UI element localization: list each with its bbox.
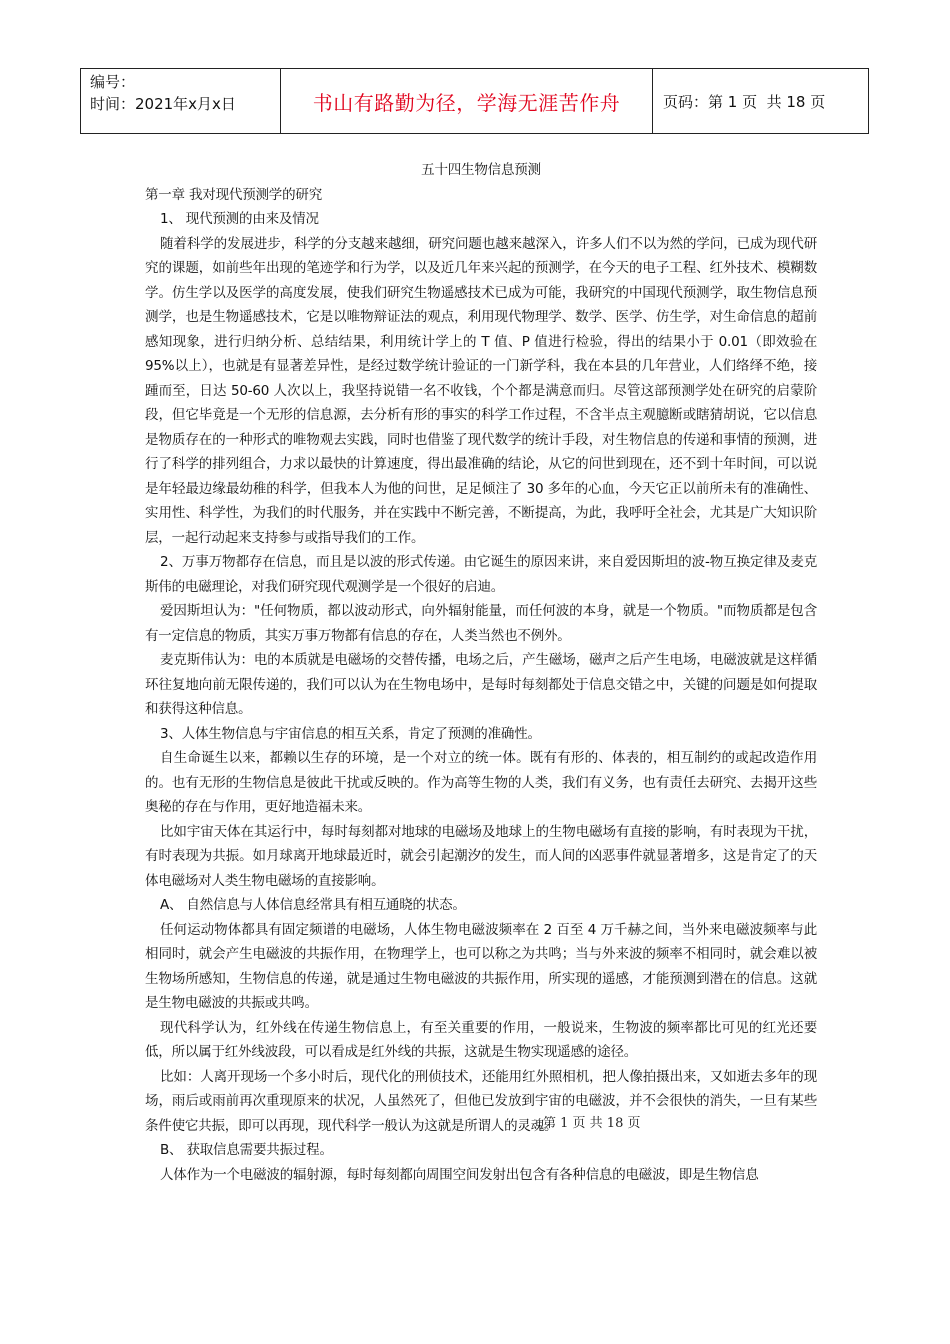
paragraph: 任何运动物体都具有固定频谱的电磁场，人体生物电磁波频率在 2 百至 4 万千赫之间，当外来电磁波频率与此相同时，就会产生电磁波的共振作用，在物理学上，也可以称之为共鸣；当与外来波的频率不相同时，就会难以被生物场所感知，生物信息的传递，就是通过生物电磁波的共振作用，所实现的遥感，才能预测到潜在的信息。这就是生物电磁波的共振或共鸣。 bbox=[145, 921, 817, 1011]
paragraph: 人体作为一个电磁波的辐射源，每时每刻都向周围空间发射出包含有各种信息的电磁波，即是生物信息 bbox=[160, 1166, 759, 1183]
header-meta-cell bbox=[81, 69, 281, 133]
paragraph: 麦克斯伟认为：电的本质就是电磁场的交替传播，电场之后，产生磁场，磁声之后产生电场，电磁波就是这样循环往复地向前无限传递的，我们可以认为在生物电场中，是每时每刻都处于信息交错之中，关键的问题是如何提取和获得这种信息。 bbox=[145, 652, 817, 717]
paragraph: 比如：人离开现场一个多小时后，现代化的刑侦技术，还能用红外照相机，把人像拍摄出来，又如逝去多年的现场，雨后或雨前再次重现原来的状况，人虽然死了，但他已发放到宇宙的电磁波，并不会很快的消失，一旦有某些条件使它共振，即可以再现，现代科学一般认为这就是所谓人的灵魂。 bbox=[145, 1068, 817, 1134]
subsection-heading-b: B、 获取信息需要共振过程。 bbox=[160, 1142, 333, 1158]
subsection-heading-a: A、 自然信息与人体信息经常具有相互通晓的状态。 bbox=[160, 897, 466, 913]
motto-text: 书山有路勤为径，学海无涯苦作舟 bbox=[312, 90, 621, 115]
page-footer: 第 1 页 共 18 页 bbox=[543, 1116, 641, 1131]
document-date: 时间：2021年x月x日 bbox=[90, 95, 236, 113]
paragraph: 现代科学认为，红外线在传递生物信息上，有至关重要的作用，一般说来，生物波的频率都比可见的红光还要低，所以属于红外线波段，可以看成是红外线的共振，这就是生物实现遥感的途径。 bbox=[145, 1019, 817, 1060]
paragraph: 爱因斯坦认为："任何物质，都以波动形式，向外辐射能量，而任何波的本身，就是一个物质。"而物质都是包含有一定信息的物质，其实万事万物都有信息的存在，人类当然也不例外。 bbox=[145, 603, 817, 644]
section-heading-1: 1、 现代预测的由来及情况 bbox=[160, 211, 319, 227]
paragraph: 比如宇宙天体在其运行中，每时每刻都对地球的电磁场及地球上的生物电磁场有直接的影响，有时表现为干扰，有时表现为共振。如月球离开地球最近时，就会引起潮汐的发生，而人间的凶恶事件就显著增多，这是肯定了的天体电磁场对人类生物电磁场的直接影响。 bbox=[145, 823, 817, 889]
paragraph: 自生命诞生以来，都赖以生存的环境，是一个对立的统一体。既有有形的、体表的，相互制约的或起改造作用的。也有无形的生物信息是彼此干扰或反映的。作为高等生物的人类，我们有义务，也有责任去研究、去揭开这些奥秘的存在与作用，更好地造福未来。 bbox=[145, 750, 817, 815]
document-body bbox=[145, 158, 817, 1187]
paragraph: 3、人体生物信息与宇宙信息的相互关系，肯定了预测的准确性。 bbox=[160, 725, 541, 742]
chapter-heading: 第一章 我对现代预测学的研究 bbox=[145, 186, 322, 203]
paragraph: 随着科学的发展进步，科学的分支越来越细，研究问题也越来越深入，许多人们不以为然的学问，已成为现代研究的课题，如前些年出现的笔迹学和行为学，以及近几年来兴起的预测学，在今天的电子工程、红外技术、模糊数学。仿生学以及医学的高度发展，使我们研究生物遥感技术已成为可能，我研究的中国现代预测学，取生物信息预测学，也是生物遥感技术，它是以唯物辩证法的观点，利用现代物理学、数学、医学、仿生学，对生命信息的超前感知现象，进行归纳分析、总结结果，利用统计学上的 T 值、P 值进行检验，得出的结果小于 0.01（即效验在 95%以上），也就是有显著差异性，是经过数学统计验证的一门新学科，我在本县的几年营业，人们络绎不绝，接踵而至，日达 50-60 人次以上，我坚持说错一名不收钱，个个都是满意而归。尽管这部预测学处在研究的启蒙阶段，但它毕竟是一个无形的信息源，去分析有形的事实的科学工作过程，不含半点主观臆断或瞎猜胡说，它以信息是物质存在的一种形式的唯物观去实践，同时也借鉴了现代数学的统计手段，对生物信息的传递和事情的预测，进行了科学的排列组合，力求以最快的计算速度，得出最准确的结论，从它的问世到现在，还不到十年时间，可以说是年轻最边缘最幼稚的科学，但我本人为他的问世，足足倾注了 30 多年的心血，今天它正以前所未有的准确性、实用性、科学性，为我们的时代服务，并在实践中不断完善，不断提高，为此，我呼吁全社会，尤其是广大知识阶层，一起行动起来支持参与或指导我们的工作。 bbox=[145, 235, 817, 546]
paragraph: 2、万事万物都存在信息，而且是以波的形式传递。由它诞生的原因来讲，来自爱因斯坦的波-物互换定律及麦克斯伟的电磁理论，对我们研究现代观测学是一个很好的启迪。 bbox=[145, 554, 817, 595]
page-header bbox=[80, 68, 869, 134]
header-page-cell bbox=[653, 69, 868, 133]
document-title: 五十四生物信息预测 bbox=[421, 162, 541, 178]
header-motto-cell bbox=[281, 69, 653, 133]
page-info: 页码：第 1 页 共 18 页 bbox=[663, 92, 826, 111]
document-number-label: 编号： bbox=[90, 73, 136, 91]
